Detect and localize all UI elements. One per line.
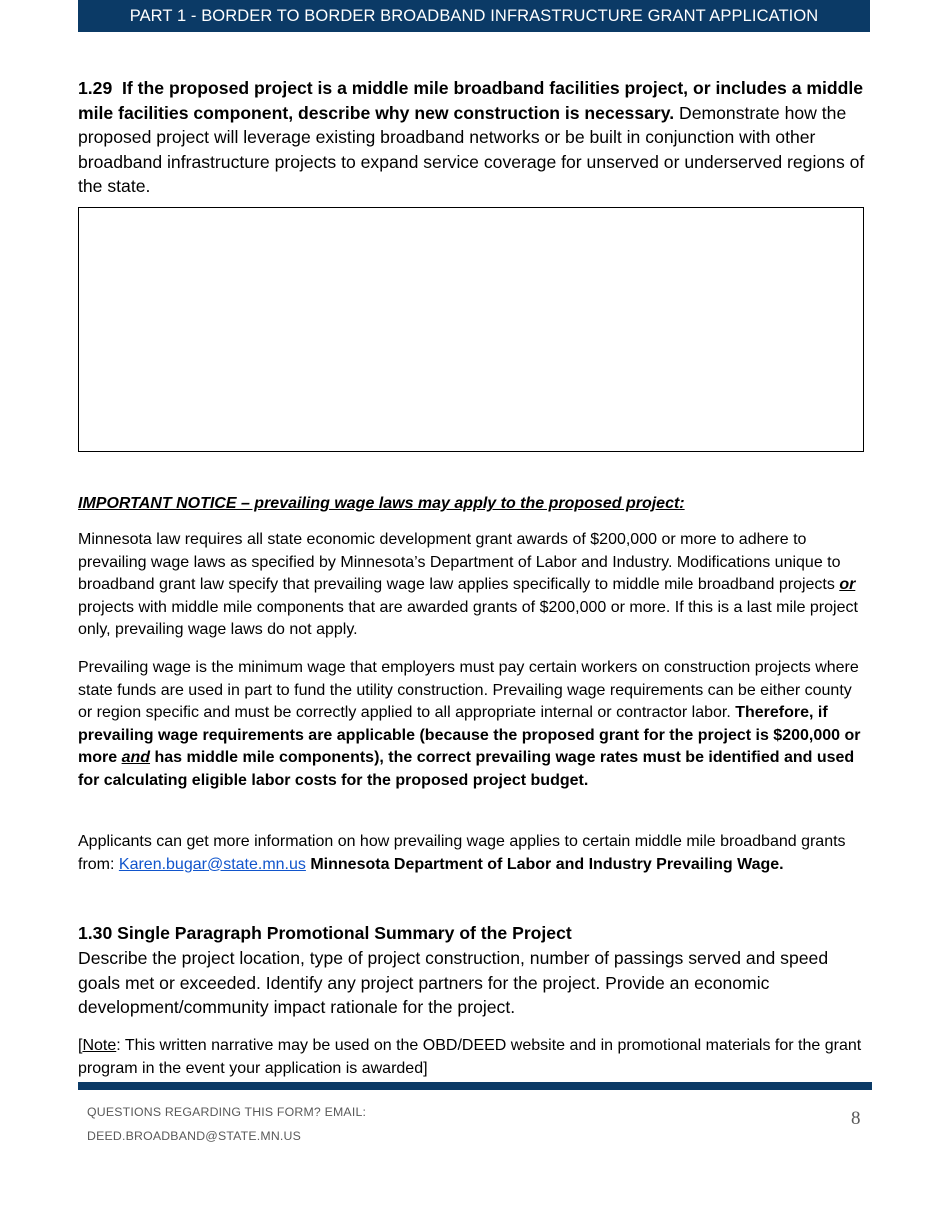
notice-p2-bold-a: Therefore, if prevailing wage requirements are applicable (because the proposed grant for the project is $200,000 or more	[78, 704, 861, 767]
contact-email-link[interactable]: Karen.bugar@state.mn.us	[118, 855, 306, 873]
notice-p2-bold-b: has middle mile components), the correct prevailing wage rates must be identified and used for calculating eligible labor costs for the proposed project budget.	[78, 749, 855, 789]
page-number: 8	[851, 1108, 861, 1129]
question-instructions: Demonstrate how the proposed project will leverage existing broadband networks or be built in conjunction with other broadband infrastructure projects to expand service coverage for unserved or underserved regions of the state.	[78, 102, 865, 197]
header-title: PART 1 - BORDER TO BORDER BROADBAND INFRASTRUCTURE GRANT APPLICATION	[129, 7, 819, 25]
notice-p1-text-a: Minnesota law requires all state economic development grant awards of $200,000 or more to adhere to prevailing wage laws as specified by Minnesota’s Department of Labor and Industry. Modifications unique to broadband grant law specify that prevailing wage law applies specifically to middle mile broadband projects	[78, 531, 841, 594]
footer-divider	[78, 1082, 872, 1090]
section-1-30-heading: 1.30 Single Paragraph Promotional Summary of the Project	[78, 923, 572, 943]
notice-p3-text: Applicants can get more information on how prevailing wage applies to certain middle mile broadband grants from:	[78, 833, 846, 873]
question-number: 1.29	[78, 78, 113, 98]
notice-p2-text: Prevailing wage is the minimum wage that employers must pay certain workers on construction projects where state funds are used in part to fund the utility construction. Prevailing wage requirements can be either county or region specific and must be correctly applied to all appropriate internal or contractor labor.	[78, 659, 859, 722]
section-1-30-instructions: Describe the project location, type of project construction, number of passings served and speed goals met or exceeded. Identify any project partners for the project. Provide an economic development/community impact rationale for the project.	[78, 948, 829, 1018]
notice-p1-text-b: projects with middle mile components that are awarded grants of $200,000 or more. If this is a last mile project only, prevailing wage laws do not apply.	[78, 598, 858, 639]
page-header-bar	[78, 0, 870, 32]
note-text: : This written narrative may be used on the OBD/DEED website and in promotional materials for the grant program in the event your application is awarded]	[78, 1037, 862, 1077]
footer-contact	[87, 1100, 366, 1148]
notice-paragraph-3	[78, 831, 868, 876]
notice-paragraph-2	[78, 657, 868, 793]
notice-p3-bold: Minnesota Department of Labor and Industry Prevailing Wage.	[305, 855, 784, 873]
section-1-30-note	[78, 1035, 870, 1080]
question-prompt: If the proposed project is a middle mile broadband facilities project, or includes a middle mile facilities component, describe why new construction is necessary.	[78, 78, 864, 123]
question-1-29	[78, 76, 870, 199]
notice-p2-and: and	[121, 749, 151, 767]
note-bracket: [	[78, 1037, 83, 1054]
answer-1-29-textbox[interactable]	[78, 207, 864, 452]
footer-contact-email: DEED.BROADBAND@STATE.MN.US	[87, 1129, 302, 1143]
important-notice-heading: IMPORTANT NOTICE – prevailing wage laws may apply to the proposed project:	[78, 495, 685, 512]
notice-paragraph-1	[78, 529, 868, 642]
note-label: Note	[82, 1037, 117, 1054]
footer-contact-line-1: QUESTIONS REGARDING THIS FORM? EMAIL:	[87, 1105, 367, 1119]
notice-p1-or: or	[839, 576, 856, 594]
